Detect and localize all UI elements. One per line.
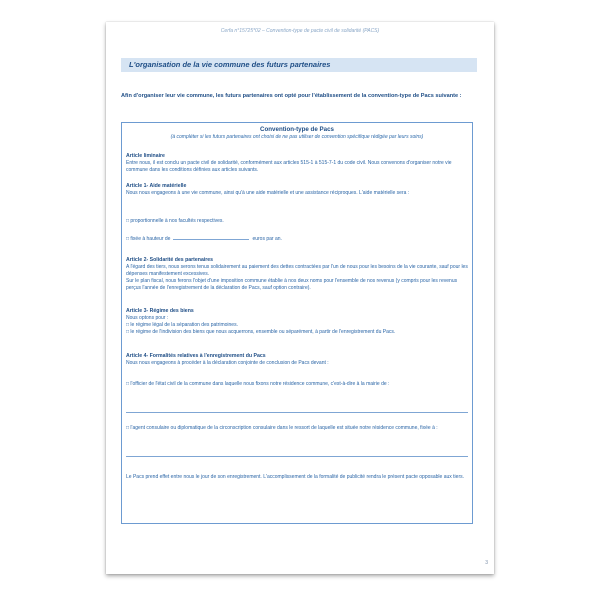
article1-heading: Article 1- Aide matérielle: [126, 183, 187, 189]
article1-option-fixed[interactable]: [126, 236, 470, 243]
page-number: 3: [485, 560, 488, 566]
residence-input-line[interactable]: [126, 456, 468, 457]
page-header: Cerfa n°15725*02 – Convention-type de pacte civil de solidarité (PACS): [220, 28, 380, 34]
article3-heading: Article 3- Régime des biens: [126, 308, 194, 314]
article4-text: Nous nous engageons à procéder à la déclaration conjointe de conclusion de Pacs devant :: [126, 360, 329, 366]
article3-text: Nous optons pour :: [126, 315, 169, 321]
article1-option-fixed-suffix: euros par an.: [252, 236, 282, 242]
article4-closing: Le Pacs prend effet entre nous le jour de son enregistrement. L'accomplissement de la formalité de publicité rendra le présent pacte opposable aux tiers.: [126, 474, 465, 480]
article1-option-proportional[interactable]: □ proportionnelle à nos facultés respectives.: [126, 218, 224, 224]
article4-option-consulate[interactable]: □ l'agent consulaire ou diplomatique de la circonscription consulaire dans le ressort de laquelle est située notre résidence commune, fixée à :: [126, 425, 438, 431]
convention-subtitle: (à compléter si les futurs partenaires ont choisi de ne pas utiliser de convention spécifique rédigée par leurs soins): [170, 134, 424, 140]
article2-text-fiscal: Sur le plan fiscal, nous ferons l'objet d'une imposition commune établie à nos deux noms pour l'ensemble de nos revenus (y compris pour les revenus perçus l'année de l'enregistrement de la déclaration de Pacs, sauf option contraire).: [126, 278, 458, 291]
section-title: L'organisation de la vie commune des futurs partenaires: [129, 60, 331, 69]
article3-option-indivision[interactable]: □ le régime de l'indivision des biens que nous acquerrons, ensemble ou séparément, à partir de l'enregistrement du Pacs.: [126, 329, 396, 335]
convention-box: [121, 122, 473, 524]
convention-title: Convention-type de Pacs: [260, 126, 334, 133]
article3-option-separation[interactable]: □ le régime légal de la séparation des patrimoines.: [126, 322, 238, 328]
mairie-input-line[interactable]: [126, 412, 468, 413]
section-title-bar: [121, 58, 477, 72]
article-preliminary-heading: Article liminaire: [126, 153, 165, 159]
article1-option-fixed-prefix: □ fixée à hauteur de: [126, 236, 171, 242]
article4-heading: Article 4- Formalités relatives à l'enregistrement du Pacs: [126, 353, 266, 359]
article1-text: Nous nous engageons à une vie commune, ainsi qu'à une aide matérielle et une assistance réciproques. L'aide matérielle sera :: [126, 190, 410, 196]
article2-text: A l'égard des tiers, nous serons tenus solidairement au paiement des dettes contractées par l'un de nous pour les besoins de la vie courante, sauf pour les dépenses manifestement excessives.: [126, 264, 468, 277]
article2-heading: Article 2- Solidarité des partenaires: [126, 257, 214, 263]
article-preliminary-text: Entre nous, il est conclu un pacte civil de solidarité, conformément aux articles 515-1 à 515-7-1 du code civil. Nous convenons d'organiser notre vie commune dans les conditions définies aux articles suivants.: [126, 160, 452, 173]
article4-option-mairie[interactable]: □ l'officier de l'état civil de la commune dans laquelle nous fixons notre résidence commune, c'est-à-dire à la mairie de :: [126, 381, 390, 387]
amount-input-line[interactable]: [173, 239, 249, 240]
document-page: [106, 22, 494, 574]
intro-text: Afin d'organiser leur vie commune, les futurs partenaires ont opté pour l'établissement de la convention-type de Pacs suivante :: [121, 93, 462, 99]
